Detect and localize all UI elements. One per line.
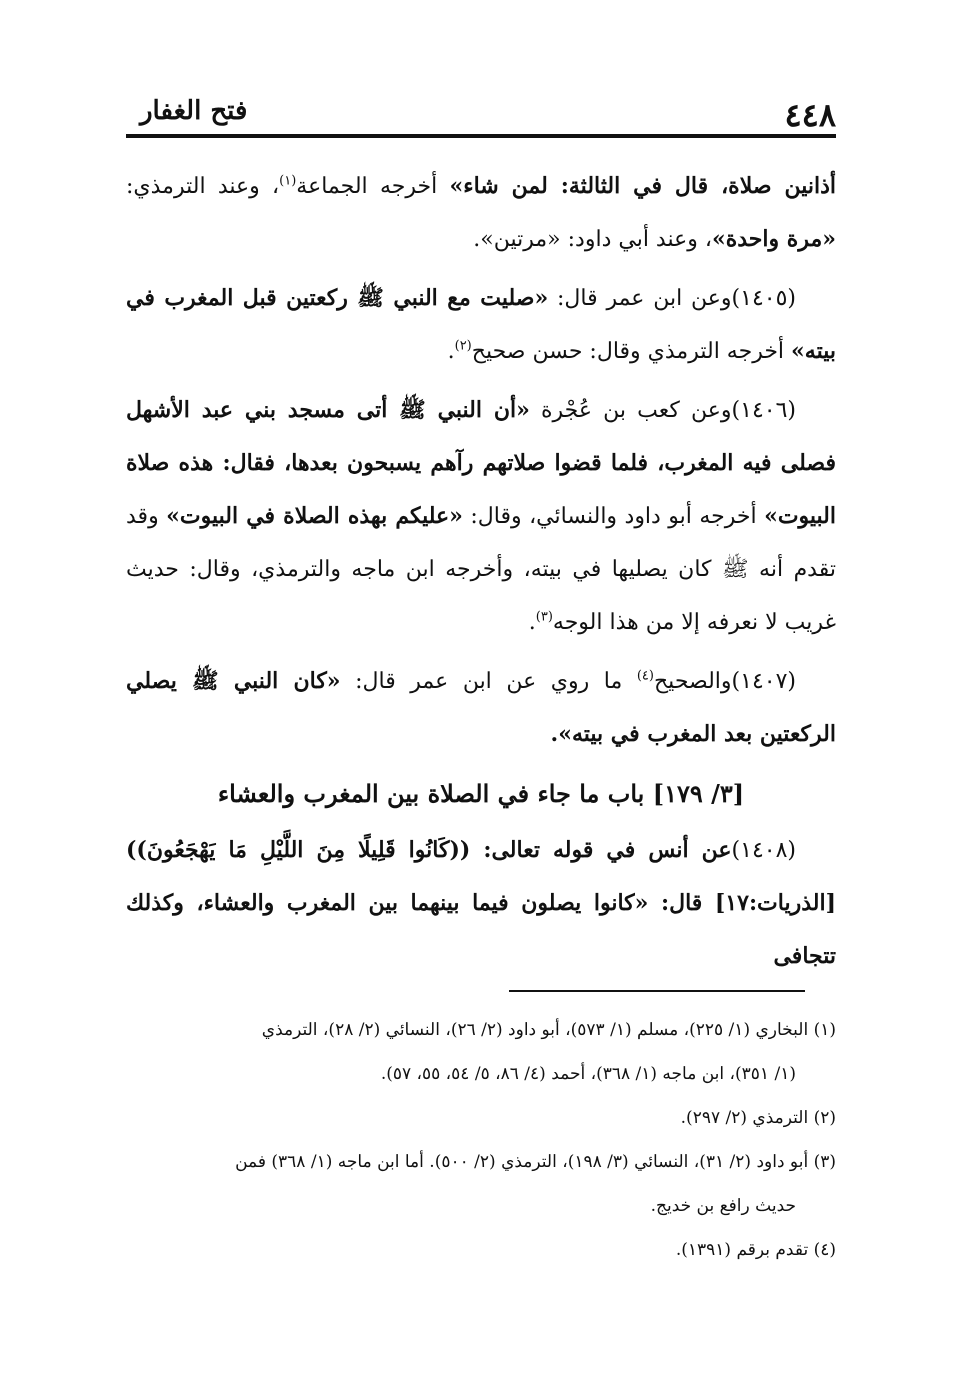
footnote-4: (٤) تقدم برقم (١٣٩١). [675, 1240, 836, 1260]
footnote-3: (٣) أبو داود (٢/ ٣١)، النسائي (٣/ ١٩٨)، الترمذي (٢/ ٥٠٠). أما ابن ماجه (١/ ٣٦٨) فمن [235, 1152, 836, 1172]
hadith-text: ((كَانُوا قَلِيلًا مِنَ اللَّيْلِ مَا يَهْجَعُونَ)) [الذريات:١٧] قال: «كانوا يصلون فيما بينهما بين المغرب والعشاء، وكذلك تتجافى [126, 837, 836, 969]
hadith-number: (١٤٠٨) [731, 838, 796, 863]
book-title: فتح الغفار [140, 96, 248, 126]
hadith-text: «صليت مع النبي ﷺ ركعتين قبل المغرب في بيته» [126, 285, 836, 364]
hadith-number: (١٤٠٥) [731, 286, 796, 311]
text: ، وعند أبي داود: «مرتين». [473, 227, 712, 252]
footnote-1-continued: (١/ ٣٥١)، ابن ماجه (١/ ٣٦٨)، أحمد (٤/ ٨٦، ٥/ ٥٤، ٥٥، ٥٧). [380, 1064, 796, 1084]
text: ، وعند الترمذي: [126, 174, 280, 199]
text: . [447, 339, 455, 364]
text: عن أنس في قوله تعالى: [470, 837, 732, 863]
hadith-text: «مرة واحدة» [711, 226, 836, 252]
text: والصحيح [653, 669, 732, 694]
main-text [126, 160, 836, 989]
text: أخرجه الجماعة [296, 174, 450, 199]
paragraph-1408 [126, 824, 836, 983]
hadith-text: «أن النبي ﷺ أتى مسجد بني عبد الأشهل فصلى فيه المغرب، فلما قضوا صلاتهم رآهم يسبحون بعدها، فقال: هذه صلاة البيوت» [126, 397, 836, 529]
footnote-2: (٢) الترمذي (٢/ ٢٩٧). [680, 1108, 836, 1128]
footnote-ref: (٣) [535, 609, 553, 625]
header-rule [126, 134, 836, 138]
text: وعن كعب بن عُجْرة [529, 398, 732, 423]
footnote-ref: (١) [279, 173, 297, 189]
footnote-ref: (٤) [636, 668, 654, 684]
footnotes [126, 1008, 836, 1272]
footnote-1: (١) البخاري (١/ ٢٢٥)، مسلم (١/ ٥٧٣)، أبو داود (٢/ ٢٦)، النسائي (٢/ ٢٨)، الترمذي [261, 1020, 836, 1040]
text: وقد تقدم أنه ﷺ كان يصليها في بيته، وأخرجه ابن ماجه والترمذي، وقال: حديث غريب لا نعرفه إلا من هذا الوجه [126, 504, 836, 635]
footnote-ref: (٢) [454, 338, 472, 354]
text: أخرجه أبو داود والنسائي، وقال: [462, 504, 765, 529]
text: ما روي عن ابن عمر قال: [340, 669, 637, 694]
text: أخرجه الترمذي وقال: حسن صحيح [471, 339, 792, 364]
text: وعن ابن عمر قال: [548, 286, 732, 311]
footnote-3-continued: حديث رافع بن خديج. [650, 1196, 796, 1216]
text: . [528, 610, 536, 635]
hadith-text: أذانين صلاة، قال في الثالثة: لمن شاء» [449, 173, 836, 199]
page-number: ٤٤٨ [784, 96, 836, 134]
hadith-text: «عليكم بهذه الصلاة في البيوت» [166, 503, 463, 529]
footnote-separator [509, 990, 805, 992]
paragraph-1 [126, 160, 836, 266]
paragraph-1407 [126, 655, 836, 761]
paragraph-1406 [126, 384, 836, 649]
hadith-number: (١٤٠٦) [731, 398, 796, 423]
paragraph-1405 [126, 272, 836, 378]
hadith-text: «كان النبي ﷺ يصلي الركعتين بعد المغرب في بيته». [126, 668, 836, 747]
chapter-heading: [٣/ ١٧٩] باب ما جاء في الصلاة بين المغرب والعشاء [217, 779, 745, 808]
hadith-number: (١٤٠٧) [731, 669, 796, 694]
page-header [126, 88, 836, 132]
